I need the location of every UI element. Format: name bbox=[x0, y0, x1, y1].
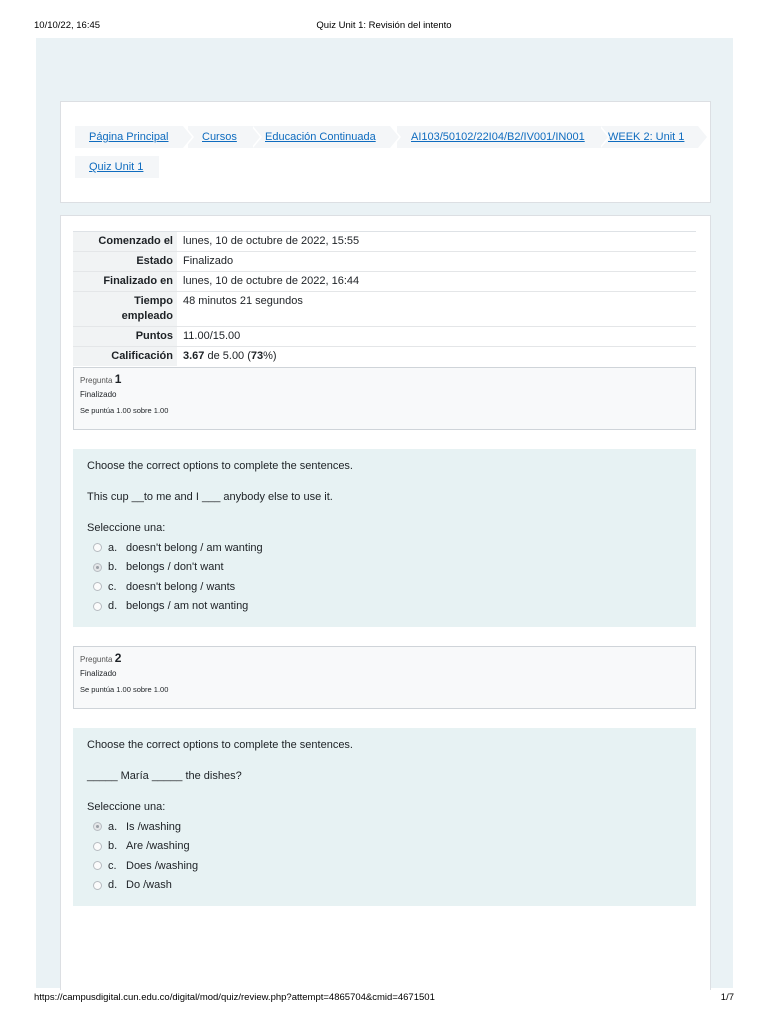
summary-row-grade bbox=[73, 347, 696, 367]
answer-letter: c. bbox=[108, 580, 117, 593]
radio-button-checked[interactable] bbox=[93, 563, 102, 572]
answer-text: Is /washing bbox=[126, 820, 182, 833]
radio-button[interactable] bbox=[93, 602, 102, 611]
summary-row-time bbox=[73, 292, 696, 327]
question-number bbox=[80, 652, 689, 666]
breadcrumb-link[interactable]: Cursos bbox=[202, 131, 237, 143]
radio-button[interactable] bbox=[93, 881, 102, 890]
question-text: Choose the correct options to complete the sentences. bbox=[87, 739, 353, 751]
breadcrumb-link[interactable]: WEEK 2: Unit 1 bbox=[608, 131, 685, 143]
radio-button-checked[interactable] bbox=[93, 822, 102, 831]
grade-end: %) bbox=[263, 350, 277, 362]
summary-label: Finalizado en bbox=[73, 272, 177, 292]
question-number-value: 1 bbox=[114, 372, 122, 386]
question-sentence: _____ María _____ the dishes? bbox=[87, 770, 242, 782]
summary-value: 48 minutos 21 segundos bbox=[183, 295, 303, 307]
summary-value: lunes, 10 de octubre de 2022, 15:55 bbox=[183, 235, 360, 247]
question-info-2 bbox=[73, 646, 696, 709]
question-state: Finalizado bbox=[80, 390, 117, 399]
summary-row-points bbox=[73, 327, 696, 347]
summary-label-line: Tiempo bbox=[134, 295, 173, 307]
breadcrumb-link[interactable]: Página Principal bbox=[89, 131, 169, 143]
answer-option-d[interactable] bbox=[87, 876, 682, 896]
answer-text: doesn't belong / wants bbox=[126, 580, 236, 593]
breadcrumb-item-courses[interactable] bbox=[188, 126, 251, 148]
summary-label: Calificación bbox=[73, 347, 177, 367]
print-header bbox=[0, 0, 768, 38]
answer-option-a[interactable] bbox=[87, 538, 682, 558]
attempt-summary-table bbox=[73, 231, 696, 366]
question-info-1 bbox=[73, 367, 696, 430]
breadcrumb-card bbox=[60, 101, 711, 203]
answer-text: doesn't belong / am wanting bbox=[126, 541, 263, 554]
summary-row-started bbox=[73, 232, 696, 252]
radio-button[interactable] bbox=[93, 842, 102, 851]
answer-text: Are /washing bbox=[126, 840, 190, 853]
print-page-number: 1/7 bbox=[720, 992, 734, 1003]
answer-option-c[interactable] bbox=[87, 856, 682, 876]
question-number-value: 2 bbox=[114, 651, 122, 665]
summary-label: Estado bbox=[73, 252, 177, 272]
answer-letter: b. bbox=[108, 840, 118, 853]
breadcrumb-item-course-code[interactable] bbox=[397, 126, 599, 148]
answer-option-b[interactable] bbox=[87, 837, 682, 857]
answer-prompt: Seleccione una: bbox=[87, 801, 166, 813]
summary-label: Comenzado el bbox=[73, 232, 177, 252]
answer-letter: b. bbox=[108, 561, 118, 574]
answer-list bbox=[87, 538, 682, 616]
answer-option-c[interactable] bbox=[87, 577, 682, 597]
print-title: Quiz Unit 1: Revisión del intento bbox=[316, 20, 452, 31]
answer-letter: a. bbox=[108, 541, 118, 554]
print-url: https://campusdigital.cun.edu.co/digital/mod/quiz/review.php?attempt=4865704&cmid=4671501 bbox=[34, 992, 435, 1003]
answer-letter: d. bbox=[108, 600, 118, 613]
question-label: Pregunta bbox=[80, 655, 113, 664]
radio-button[interactable] bbox=[93, 582, 102, 591]
breadcrumb-link[interactable]: AI103/50102/22I04/B2/IV001/IN001 bbox=[411, 131, 585, 143]
question-sentence: This cup __to me and I ___ anybody else to use it. bbox=[87, 491, 333, 503]
answer-list bbox=[87, 817, 682, 895]
answer-option-d[interactable] bbox=[87, 597, 682, 617]
breadcrumb-item-continuing-education[interactable] bbox=[251, 126, 390, 148]
radio-button[interactable] bbox=[93, 543, 102, 552]
answer-prompt: Seleccione una: bbox=[87, 522, 166, 534]
answer-text: Do /wash bbox=[126, 879, 172, 892]
question-content-1 bbox=[73, 449, 696, 627]
summary-value: Finalizado bbox=[183, 255, 234, 267]
breadcrumb-item-quiz[interactable] bbox=[75, 156, 159, 178]
summary-row-finished bbox=[73, 272, 696, 292]
answer-option-b[interactable] bbox=[87, 558, 682, 578]
question-label: Pregunta bbox=[80, 376, 113, 385]
answer-letter: d. bbox=[108, 879, 118, 892]
answer-letter: a. bbox=[108, 820, 118, 833]
grade-max: de 5.00 ( bbox=[204, 350, 251, 362]
breadcrumb-link[interactable]: Quiz Unit 1 bbox=[89, 161, 144, 173]
grade-percent: 73 bbox=[250, 350, 264, 362]
summary-label: Puntos bbox=[73, 327, 177, 347]
print-datetime: 10/10/22, 16:45 bbox=[34, 20, 101, 31]
question-grade: Se puntúa 1.00 sobre 1.00 bbox=[80, 406, 169, 415]
answer-text: belongs / don't want bbox=[126, 561, 224, 574]
summary-label bbox=[73, 292, 177, 327]
question-content-2 bbox=[73, 728, 696, 906]
summary-row-state bbox=[73, 252, 696, 272]
summary-value bbox=[177, 347, 696, 367]
question-number bbox=[80, 373, 689, 387]
question-grade: Se puntúa 1.00 sobre 1.00 bbox=[80, 685, 169, 694]
question-state: Finalizado bbox=[80, 669, 117, 678]
grade-score: 3.67 bbox=[183, 350, 205, 362]
breadcrumb-link[interactable]: Educación Continuada bbox=[265, 131, 376, 143]
breadcrumb-item-home[interactable] bbox=[75, 126, 183, 148]
radio-button[interactable] bbox=[93, 861, 102, 870]
summary-value: lunes, 10 de octubre de 2022, 16:44 bbox=[183, 275, 360, 287]
summary-label-line: empleado bbox=[121, 310, 173, 322]
answer-option-a[interactable] bbox=[87, 817, 682, 837]
question-text: Choose the correct options to complete the sentences. bbox=[87, 460, 353, 472]
answer-text: Does /washing bbox=[126, 859, 199, 872]
summary-value: 11.00/15.00 bbox=[183, 330, 241, 342]
answer-text: belongs / am not wanting bbox=[126, 600, 249, 613]
answer-letter: c. bbox=[108, 859, 117, 872]
